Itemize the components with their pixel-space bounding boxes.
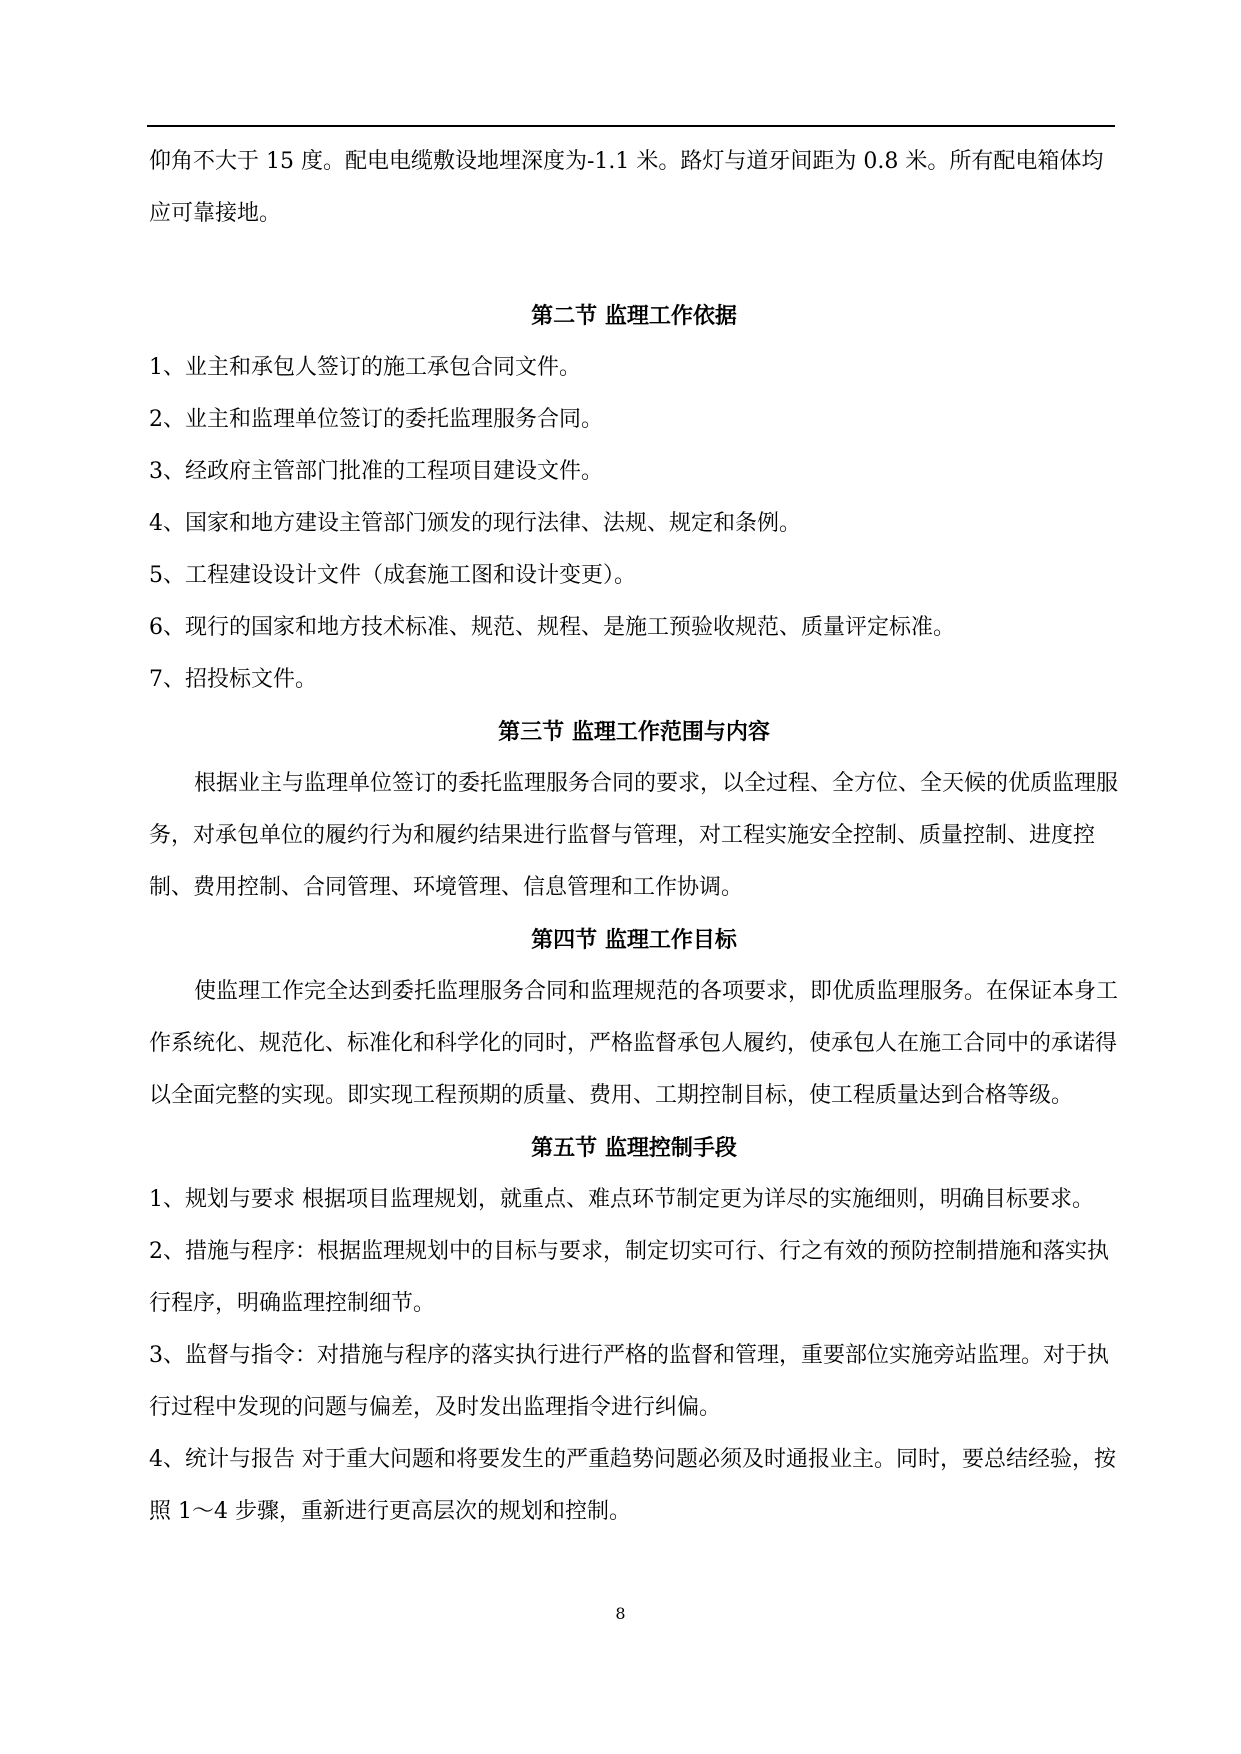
document-body — [149, 136, 1119, 1538]
section-5-item-2: 2、措施与程序：根据监理规划中的目标与要求，制定切实可行、行之有效的预防控制措施和落实执行程序，明确监理控制细节。 — [149, 1239, 1110, 1316]
section-4-title: 第四节 监理工作目标 — [531, 927, 737, 953]
section-2-title: 第二节 监理工作依据 — [531, 303, 737, 329]
section-5-title: 第五节 监理控制手段 — [531, 1135, 737, 1161]
section-5-item-3: 3、监督与指令：对措施与程序的落实执行进行严格的监督和管理，重要部位实施旁站监理。对于执行过程中发现的问题与偏差，及时发出监理指令进行纠偏。 — [149, 1343, 1110, 1420]
section-5-item-4: 4、统计与报告 对于重大问题和将要发生的严重趋势问题必须及时通报业主。同时，要总结经验，按照 1～4 步骤，重新进行更高层次的规划和控制。 — [149, 1447, 1116, 1524]
page-number: 8 — [615, 1604, 626, 1623]
section-2-item-1: 1、业主和承包人签订的施工承包合同文件。 — [149, 355, 581, 380]
section-5-item-1: 1、规划与要求 根据项目监理规划，就重点、难点环节制定更为详尽的实施细则，明确目标要求。 — [149, 1187, 1094, 1212]
header-rule — [147, 125, 1115, 127]
section-4-body: 使监理工作完全达到委托监理服务合同和监理规范的各项要求，即优质监理服务。在保证本身工作系统化、规范化、标准化和科学化的同时，严格监督承包人履约，使承包人在施工合同中的承诺得以全面完整的实现。即实现工程预期的质量、费用、工期控制目标，使工程质量达到合格等级。 — [149, 979, 1119, 1108]
section-2-item-2: 2、业主和监理单位签订的委托监理服务合同。 — [149, 407, 603, 432]
section-2-item-5: 5、工程建设设计文件（成套施工图和设计变更）。 — [149, 563, 636, 588]
section-3-body: 根据业主与监理单位签订的委托监理服务合同的要求，以全过程、全方位、全天候的优质监理服务，对承包单位的履约行为和履约结果进行监督与管理，对工程实施安全控制、质量控制、进度控制、费用控制、合同管理、环境管理、信息管理和工作协调。 — [149, 771, 1119, 900]
section-3-title: 第三节 监理工作范围与内容 — [498, 719, 770, 745]
intro-paragraph: 仰角不大于 15 度。配电电缆敷设地埋深度为-1.1 米。路灯与道牙间距为 0.8 米。所有配电箱体均应可靠接地。 — [149, 149, 1104, 226]
section-2-item-6: 6、现行的国家和地方技术标准、规范、规程、是施工预验收规范、质量评定标准。 — [149, 615, 955, 640]
section-2-item-4: 4、国家和地方建设主管部门颁发的现行法律、法规、规定和条例。 — [149, 511, 801, 536]
section-2-item-7: 7、招投标文件。 — [149, 667, 317, 692]
section-2-item-3: 3、经政府主管部门批准的工程项目建设文件。 — [149, 459, 603, 484]
